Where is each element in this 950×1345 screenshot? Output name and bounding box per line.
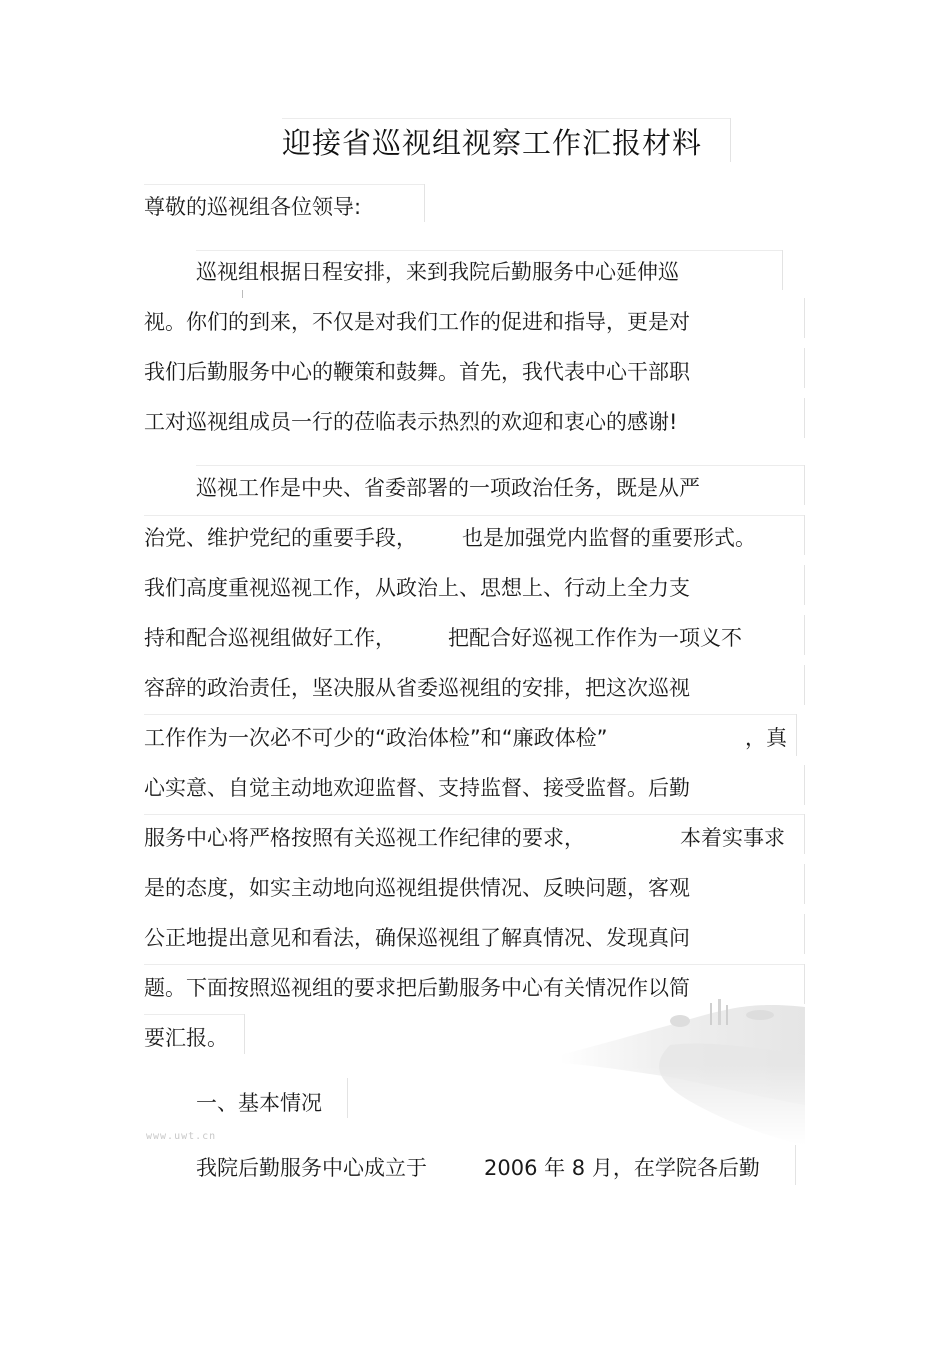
body-line: 我们高度重视巡视工作，从政治上、思想上、行动上全力支 [144, 576, 690, 600]
scan-rule [730, 118, 731, 162]
scan-rule [804, 565, 805, 605]
scan-rule [804, 298, 805, 338]
scan-rule [242, 290, 243, 298]
scan-rule [347, 1078, 348, 1118]
scan-rule [282, 118, 730, 119]
body-line: 心实意、自觉主动地欢迎监督、支持监督、接受监督。后勤 [144, 776, 690, 800]
body-line: 服务中心将严格按照有关巡视工作纪律的要求， [144, 826, 585, 850]
scan-rule [804, 515, 805, 555]
scan-rule [804, 615, 805, 655]
body-line: 视。你们的到来，不仅是对我们工作的促进和指导，更是对 [144, 310, 690, 334]
scan-rule [782, 250, 783, 290]
scan-rule [804, 914, 805, 954]
body-line: 巡视工作是中央、省委部署的一项政治任务，既是从严 [196, 476, 700, 500]
body-line: 是的态度，如实主动地向巡视组提供情况、反映问题，客观 [144, 876, 690, 900]
body-line: 题。下面按照巡视组的要求把后勤服务中心有关情况作以简 [144, 976, 690, 1000]
scan-rule [144, 714, 796, 715]
body-line: ，真 [745, 726, 787, 750]
body-line: 把配合好巡视工作作为一项义不 [448, 626, 742, 650]
scan-rule [144, 1014, 244, 1015]
scan-rule [804, 864, 805, 904]
body-line: 巡视组根据日程安排，来到我院后勤服务中心延伸巡 [196, 260, 679, 284]
body-line: 本着实事求 [680, 826, 785, 850]
body-line: 公正地提出意见和看法，确保巡视组了解真情况、发现真问 [144, 926, 690, 950]
section-heading: 一、基本情况 [196, 1091, 322, 1115]
scan-rule [144, 964, 804, 965]
body-line: 工对巡视组成员一行的莅临表示热烈的欢迎和衷心的感谢! [144, 410, 678, 434]
scan-rule [804, 398, 805, 438]
document-title: 迎接省巡视组视察工作汇报材料 [282, 126, 703, 160]
scan-rule [244, 1014, 245, 1054]
scan-rule [795, 1145, 796, 1185]
scan-rule [804, 765, 805, 805]
watermark-landscape-image [560, 985, 805, 1145]
body-line: 2006 年 8 月，在学院各后勤 [484, 1156, 760, 1180]
scan-rule [804, 465, 805, 505]
body-line: 工作作为一次必不可少的“政治体检”和“廉政体检” [144, 726, 608, 750]
body-line: 要汇报。 [144, 1026, 228, 1050]
body-line: 持和配合巡视组做好工作， [144, 626, 396, 650]
scan-rule [804, 665, 805, 705]
scan-rule [196, 465, 804, 466]
watermark-text: www.uwt.cn [146, 1131, 217, 1142]
scan-rule [804, 814, 805, 854]
body-line: 我院后勤服务中心成立于 [196, 1156, 427, 1180]
body-line: 治党、维护党纪的重要手段， [144, 526, 417, 550]
scan-rule [144, 515, 804, 516]
body-line: 也是加强党内监督的重要形式。 [462, 526, 756, 550]
scan-rule [144, 814, 804, 815]
salutation: 尊敬的巡视组各位领导: [144, 195, 362, 219]
scan-rule [196, 250, 782, 251]
body-line: 容辞的政治责任，坚决服从省委巡视组的安排，把这次巡视 [144, 676, 690, 700]
body-line: 我们后勤服务中心的鞭策和鼓舞。首先，我代表中心干部职 [144, 360, 690, 384]
scan-rule [424, 184, 425, 222]
scan-rule [796, 714, 797, 756]
scan-rule [804, 348, 805, 388]
scan-rule [144, 184, 424, 185]
